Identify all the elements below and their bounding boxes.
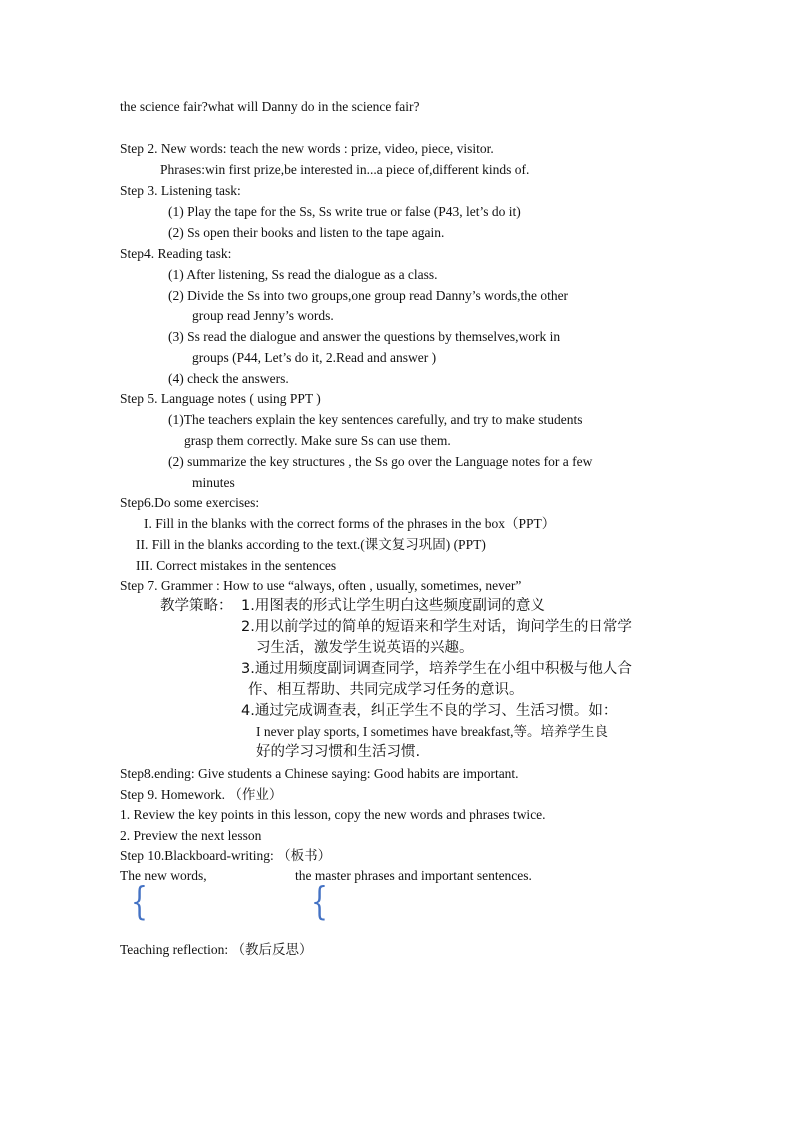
strategy-item-4-example: I never play sports, I sometimes have breakfast,等。培养学生良: [256, 724, 609, 739]
step7-heading: Step 7. Grammer : How to use “always, often , usually, sometimes, never”: [120, 578, 522, 593]
teaching-reflection: Teaching reflection: （教后反思）: [120, 942, 313, 957]
step5-item-1-cont: grasp them correctly. Make sure Ss can use them.: [184, 433, 451, 448]
step5-item-2-cont: minutes: [192, 475, 235, 490]
strategy-item-4-cont: 好的学习习惯和生活习惯.: [256, 744, 421, 760]
step3-heading: Step 3. Listening task:: [120, 183, 241, 198]
step6-item-1: I. Fill in the blanks with the correct forms of the phrases in the box（PPT）: [144, 516, 556, 531]
step9-heading: Step 9. Homework. （作业）: [120, 787, 283, 802]
blackboard-right-label: the master phrases and important sentences.: [295, 868, 532, 883]
step3-item-1: (1) Play the tape for the Ss, Ss write true or false (P43, let’s do it): [168, 204, 521, 219]
step10-heading: Step 10.Blackboard-writing: （板书）: [120, 848, 332, 863]
brace-right-icon: {: [311, 879, 328, 923]
step4-item-3-cont: groups (P44, Let’s do it, 2.Read and answer ): [192, 350, 437, 365]
step6-item-3: III. Correct mistakes in the sentences: [136, 558, 337, 573]
step8-ending: Step8.ending: Give students a Chinese saying: Good habits are important.: [120, 766, 519, 781]
step4-item-3: (3) Ss read the dialogue and answer the questions by themselves,work in: [168, 329, 561, 344]
strategy-item-2-cont: 习生活，激发学生说英语的兴趣。: [256, 640, 474, 656]
step5-heading: Step 5. Language notes ( using PPT ): [120, 391, 321, 406]
step2-heading: Step 2. New words: teach the new words : prize, video, piece, visitor.: [120, 141, 494, 156]
strategy-item-3: 3.通过用频度副词调查同学，培养学生在小组中积极与他人合: [241, 661, 632, 677]
strategy-item-2: 2.用以前学过的简单的短语来和学生对话，询问学生的日常学: [241, 619, 632, 635]
step4-item-2-cont: group read Jenny’s words.: [192, 308, 334, 323]
intro-question: the science fair?what will Danny do in the science fair?: [120, 99, 420, 114]
step4-heading: Step4. Reading task:: [120, 246, 232, 261]
blackboard-left-label: The new words,: [120, 868, 207, 883]
step4-item-2: (2) Divide the Ss into two groups,one group read Danny’s words,the other: [168, 288, 569, 303]
step4-item-1: (1) After listening, Ss read the dialogue as a class.: [168, 267, 438, 282]
strategy-item-3-cont: 作、相互帮助、共同完成学习任务的意识。: [248, 682, 524, 698]
homework-item-1: 1. Review the key points in this lesson, copy the new words and phrases twice.: [120, 807, 546, 822]
step5-item-1: (1)The teachers explain the key sentences carefully, and try to make students: [168, 412, 583, 427]
step7-strategy-label: 教学策略：: [160, 598, 233, 614]
strategy-item-1: 1.用图表的形式让学生明白这些频度副词的意义: [241, 598, 545, 614]
brace-left-icon: {: [131, 879, 148, 923]
step3-item-2: (2) Ss open their books and listen to the tape again.: [168, 225, 445, 240]
step5-item-2: (2) summarize the key structures , the Ss go over the Language notes for a few: [168, 454, 593, 469]
strategy-item-4: 4.通过完成调查表，纠正学生不良的学习、生活习惯。如：: [241, 703, 618, 719]
step6-heading: Step6.Do some exercises:: [120, 495, 260, 510]
step6-item-2: II. Fill in the blanks according to the text.(课文复习巩固) (PPT): [136, 537, 486, 552]
step2-phrases: Phrases:win first prize,be interested in...a piece of,different kinds of.: [160, 162, 530, 177]
homework-item-2: 2. Preview the next lesson: [120, 828, 262, 843]
step4-item-4: (4) check the answers.: [168, 371, 289, 386]
